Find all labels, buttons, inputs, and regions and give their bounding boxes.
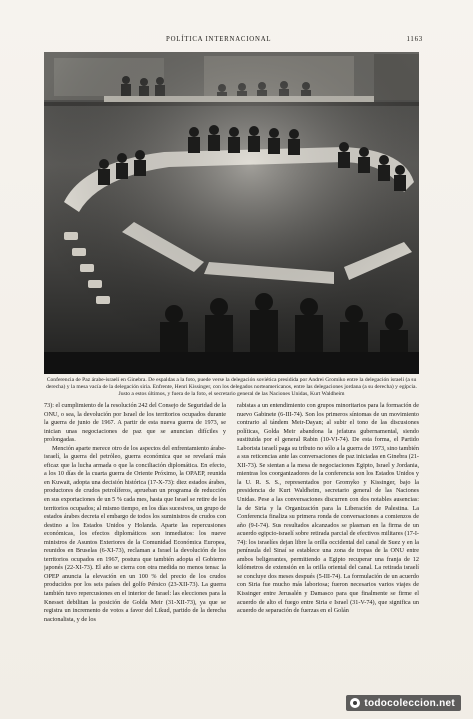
todocoleccion-logo-icon — [350, 698, 360, 708]
paragraph: 73): el cumplimiento de la resolución 242 del Consejo de Seguridad de la ONU, o sea, la devolución por Israel de los territorios ocupados durante la guerra de junio de 1967. A partir de esta nueva guerra de 1973, se inician unas negociaciones de paz que se anuncian difíciles y prolongadas. — [44, 402, 226, 444]
watermark — [346, 695, 461, 711]
photo-caption: Conferencia de Paz árabe-israelí en Ginebra. De espaldas a la foto, puede verse la delegación soviética presidida por Andrei Gromiko entre la delegación israelí (a su derecha) y la mesa vacía de la delegación siria. Enfrente, Henri Kissinger, con los delegados norteamericanos, entre las delegaciones jordana (a su derecha) y egipcia. Justo a estos últimos, y fuera de la foto, el secretario general de las Naciones Unidas, Kurt Waldheim — [46, 377, 417, 398]
watermark-text: todocoleccion.net — [364, 697, 455, 709]
left-column — [44, 402, 226, 694]
section-title: POLÍTICA INTERNACIONAL — [166, 36, 272, 43]
running-head — [44, 36, 423, 48]
conference-photo — [44, 52, 419, 374]
page-number: 1163 — [406, 36, 423, 43]
paragraph: Mención aparte merece otro de los aspectos del enfrentamiento árabe-israelí, la guerra del petróleo, guerra económica que se revelará más eficaz que la lucha armada o que la conciliación diplomática. En efecto, a los 10 días de la cuarta guerra de Oriente Próximo, la OPAEP, reunida en Kuwait, adopta una decisión histórica (17-X-73): diez estados árabes, productores de crudos petrolíferos, aprueban un programa de reducción en sus exportaciones de un 5 % cada mes, hasta que Israel se retire de los territorios ocupados; al mismo tiempo, en los días sucesivos, un grupo de estados árabes decreta el embargo de todos los suministros de crudos con destino a los Estados Unidos y Holanda. Aparte las repercusiones económicas, los efectos diplomáticos son inmediatos: los nueve ministros de Asuntos Exteriores de la Comunidad Económica Europea, reunidos en Bruselas (6-XI-73), reclaman a Israel la devolución de los territorios ocupados en 1967, postura que también adopta el Gobierno japonés (22-XI-73). El año se cierra con otra medida no menos tensa: la OPEP anuncia la elevación en un 100 % del precio de los crudos producidos por los seis países del golfo Pérsico (23-XII-73). La guerra también tuvo repercusiones en el interior de Israel: las elecciones para la Knesset debilitan la posición de Golda Meir (31-XII-73), ya que se registra un incremento de votos a favor del Likud, partido de la derecha nacionalista, y de los — [44, 444, 226, 623]
article-body — [44, 402, 419, 694]
paragraph: rabistas a un entendimiento con grupos minoritarios para la formación de nuevo Gabinete (6-III-74). Son los primeros síntomas de un movimiento contrario al tándem Meir-Dayan; al subir el tono de las discusiones políticas, Golda Meir abandona la jefatura gubernamental, siendo sustituida por el general Rabin (10-VI-74). De esta forma, el Partido Laborista israelí paga su tributo no sólo a la guerra de 1973, sino también a sus reticencias ante las conversaciones de paz iniciadas en Ginebra (21-XII-73). Se sientan a la mesa de negociaciones Egipto, Israel y Jordania, mientras los coorganizadores de la conferencia son los Estados Unidos y la U. R. S. S., representados por Gromyko y Kissinger, bajo la presidencia de Kurt Waldheim, secretario general de las Naciones Unidas. Pese a las conversaciones discurren con dos notables ausencias: la de Siria y la Organización para la Liberación de Palestina. La Conferencia finaliza su primera ronda de conversaciones a comienzos de año (9-I-74). Sus resultados alcanzados se plasman en la firma de un acuerdo egipcio-israelí sobre retirada parcial de efectivos militares (17-I-74): los israelíes dejan libre la orilla occidental del canal de Suez y en la península del Sinaí se establece una zona de tropas de la ONU entre ambos beligerantes, permitiendo a Egipto recuperar una franja de 12 kilómetros de extensión en la orilla oriental del canal. La retirada israelí se concluye dos meses después (5-III-74). La formulación de un acuerdo con Siria fue mucho más laboriosa; fueron necesarios varios viajes de Kissinger entre Jerusalén y Damasco para que finalmente se firme el acuerdo de alto el fuego entre Siria e Israel (31-V-74), que significa un acuerdo de separación de fuerzas en el Golán — [237, 402, 419, 615]
right-column — [237, 402, 419, 694]
